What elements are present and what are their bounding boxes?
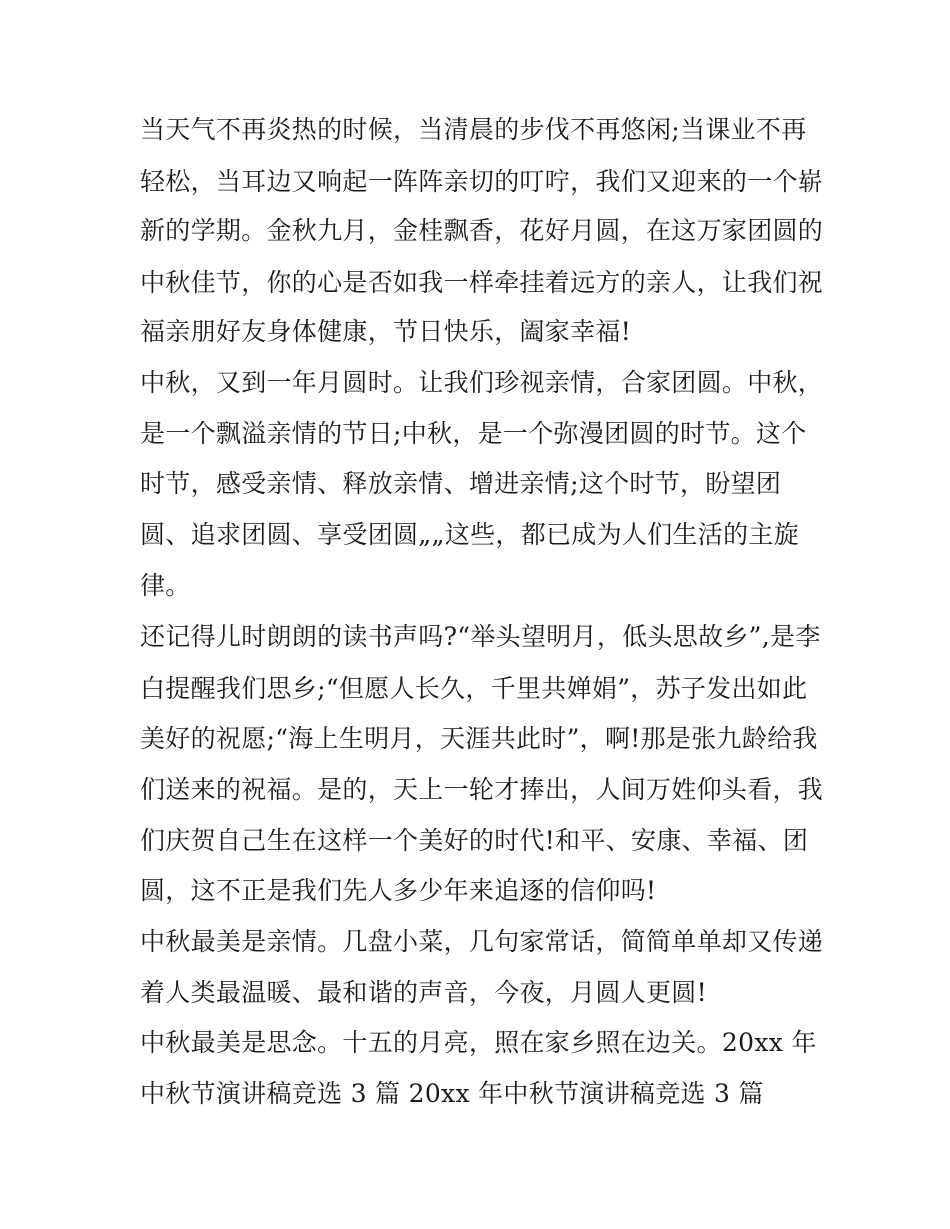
text-line: 中秋，又到一年月圆时。让我们珍视亲情，合家团圆。中秋， <box>140 368 824 397</box>
text-line: 新的学期。金秋九月，金桂飘香，花好月圆，在这万家团圆的 <box>140 216 824 245</box>
text-line: 中秋最美是思念。十五的月亮，照在家乡照在边关。20xx 年 <box>140 1028 817 1057</box>
text-line: 福亲朋好友身体健康，节日快乐，阖家幸福! <box>140 317 632 346</box>
text-line: 白提醒我们思乡;“但愿人长久，千里共婵娟”，苏子发出如此 <box>140 674 808 703</box>
text-line: 们庆贺自己生在这样一个美好的时代!和平、安康、幸福、团 <box>140 826 809 855</box>
text-line: 美好的祝愿;“海上生明月，天涯共此时”，啊!那是张九龄给我 <box>140 724 818 753</box>
text-line: 中秋佳节，你的心是否如我一样牵挂着远方的亲人，让我们祝 <box>140 268 824 297</box>
text-line: 当天气不再炎热的时候，当清晨的步伐不再悠闲;当课业不再 <box>140 115 807 144</box>
text-line: 们送来的祝福。是的，天上一轮才捧出，人间万姓仰头看，我 <box>140 775 824 804</box>
text-line: 是一个飘溢亲情的节日;中秋，是一个弥漫团圆的时节。这个 <box>140 419 807 448</box>
text-line: 圆，这不正是我们先人多少年来追逐的信仰吗! <box>140 876 657 905</box>
text-line: 中秋节演讲稿竞选 3 篇 20xx 年中秋节演讲稿竞选 3 篇 <box>140 1079 764 1108</box>
text-line: 圆、追求团圆、享受团圆„„这些，都已成为人们生活的主旋 <box>140 520 800 549</box>
text-line: 还记得儿时朗朗的读书声吗?“举头望明月，低头思故乡”,是李 <box>140 622 821 651</box>
text-line: 律。 <box>140 571 191 600</box>
text-line: 轻松，当耳边又响起一阵阵亲切的叮咛，我们又迎来的一个崭 <box>140 167 824 196</box>
text-line: 着人类最温暖、最和谐的声音，今夜，月圆人更圆! <box>140 978 707 1007</box>
text-line: 中秋最美是亲情。几盘小菜，几句家常话，简简单单却又传递 <box>140 927 824 956</box>
text-line: 时节，感受亲情、释放亲情、增进亲情;这个时节，盼望团 <box>140 469 782 498</box>
